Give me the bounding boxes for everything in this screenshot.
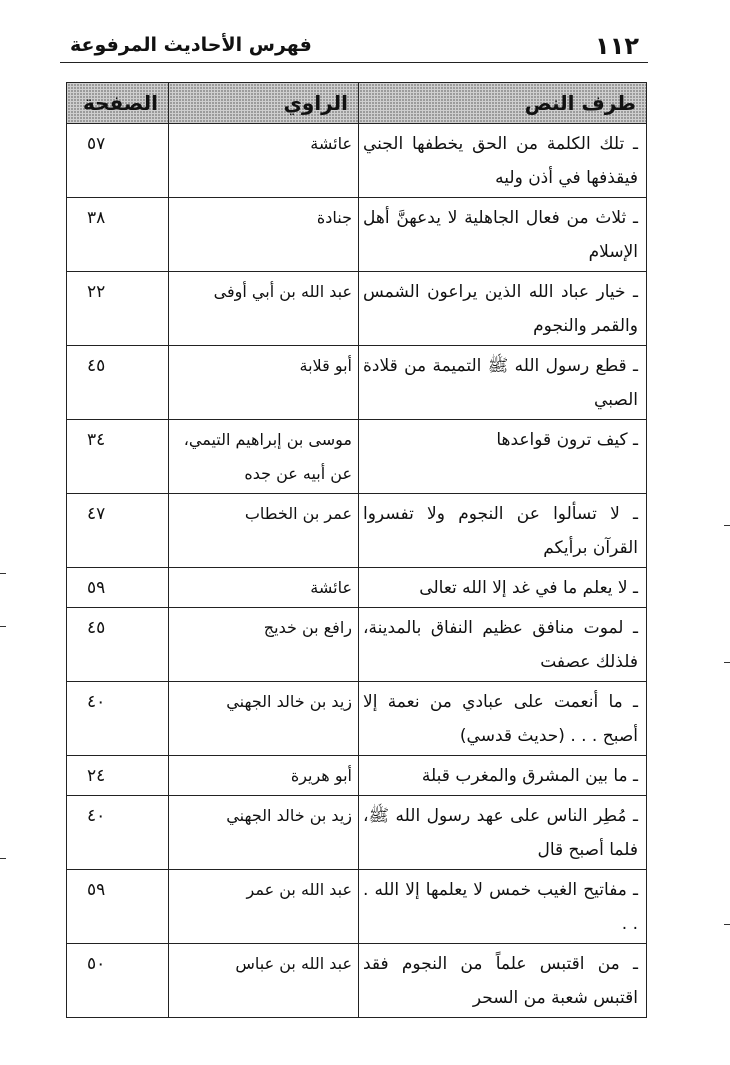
narrator-cell: جنادة xyxy=(169,198,359,272)
page-cell: ٣٤ xyxy=(67,420,169,494)
narrator-cell: موسى بن إبراهيم التيمي، عن أبيه عن جده xyxy=(169,420,359,494)
hadith-text-cell: ـ مفاتيح الغيب خمس لا يعلمها إلا الله . . . xyxy=(359,870,647,944)
page-cell: ٣٨ xyxy=(67,198,169,272)
scan-mark xyxy=(0,858,6,859)
scan-mark xyxy=(724,525,730,526)
page-cell: ٤٠ xyxy=(67,682,169,756)
hadith-text-cell: ـ لا تسألوا عن النجوم ولا تفسروا القرآن برأيكم xyxy=(359,494,647,568)
narrator-cell: رافع بن خديج xyxy=(169,608,359,682)
page-cell: ٤٠ xyxy=(67,796,169,870)
narrator-cell: عمر بن الخطاب xyxy=(169,494,359,568)
page-cell: ٥٩ xyxy=(67,870,169,944)
page-header xyxy=(60,28,645,64)
page-cell: ٢٤ xyxy=(67,756,169,796)
table-row xyxy=(67,608,647,682)
table-row xyxy=(67,198,647,272)
narrator-cell: عبد الله بن أبي أوفى xyxy=(169,272,359,346)
page-cell: ٢٢ xyxy=(67,272,169,346)
table-row xyxy=(67,568,647,608)
hadith-text-cell: ـ خيار عباد الله الذين يراعون الشمس والقمر والنجوم xyxy=(359,272,647,346)
page-cell: ٥٧ xyxy=(67,124,169,198)
page-number: ١١٢ xyxy=(595,32,639,60)
table-row xyxy=(67,346,647,420)
hadith-text-cell: ـ لا يعلم ما في غد إلا الله تعالى xyxy=(359,568,647,608)
narrator-cell: زيد بن خالد الجهني xyxy=(169,682,359,756)
hadith-text-cell: ـ لموت منافق عظيم النفاق بالمدينة، فلذلك عصفت xyxy=(359,608,647,682)
table-row xyxy=(67,420,647,494)
table-row xyxy=(67,944,647,1018)
hadith-text-cell: ـ كيف ترون قواعدها xyxy=(359,420,647,494)
scan-mark xyxy=(724,662,730,663)
narrator-cell: عائشة xyxy=(169,568,359,608)
hadith-text-cell: ـ ثلاث من فعال الجاهلية لا يدعهنَّ أهل الإسلام xyxy=(359,198,647,272)
scan-mark xyxy=(724,924,730,925)
running-title: فهرس الأحاديث المرفوعة xyxy=(70,34,312,56)
narrator-cell: أبو قلابة xyxy=(169,346,359,420)
page-cell: ٤٧ xyxy=(67,494,169,568)
narrator-cell: زيد بن خالد الجهني xyxy=(169,796,359,870)
narrator-cell: عبد الله بن عباس xyxy=(169,944,359,1018)
hadith-index-table xyxy=(66,82,647,1018)
table-row xyxy=(67,124,647,198)
header-rule xyxy=(60,62,648,63)
narrator-cell: عائشة xyxy=(169,124,359,198)
table-header-row xyxy=(67,83,647,124)
page-cell: ٥٩ xyxy=(67,568,169,608)
hadith-text-cell: ـ مُطِر الناس على عهد رسول الله ﷺ، فلما أصبح قال xyxy=(359,796,647,870)
table-row xyxy=(67,756,647,796)
scan-mark xyxy=(0,626,6,627)
narrator-cell: عبد الله بن عمر xyxy=(169,870,359,944)
table-row xyxy=(67,870,647,944)
narrator-cell: أبو هريرة xyxy=(169,756,359,796)
page-cell: ٥٠ xyxy=(67,944,169,1018)
table-row xyxy=(67,494,647,568)
column-header-text: طرف النص xyxy=(359,83,647,124)
table-row xyxy=(67,272,647,346)
hadith-text-cell: ـ قطع رسول الله ﷺ التميمة من قلادة الصبي xyxy=(359,346,647,420)
hadith-text-cell: ـ تلك الكلمة من الحق يخطفها الجني فيقذفها في أذن وليه xyxy=(359,124,647,198)
table-row xyxy=(67,682,647,756)
page-cell: ٤٥ xyxy=(67,346,169,420)
column-header-narrator: الراوي xyxy=(169,83,359,124)
page-cell: ٤٥ xyxy=(67,608,169,682)
hadith-text-cell: ـ ما بين المشرق والمغرب قبلة xyxy=(359,756,647,796)
column-header-page: الصفحة xyxy=(67,83,169,124)
hadith-text-cell: ـ من اقتبس علماً من النجوم فقد اقتبس شعبة من السحر xyxy=(359,944,647,1018)
hadith-text-cell: ـ ما أنعمت على عبادي من نعمة إلا أصبح . . . (حديث قدسي) xyxy=(359,682,647,756)
scan-mark xyxy=(0,573,6,574)
table-row xyxy=(67,796,647,870)
